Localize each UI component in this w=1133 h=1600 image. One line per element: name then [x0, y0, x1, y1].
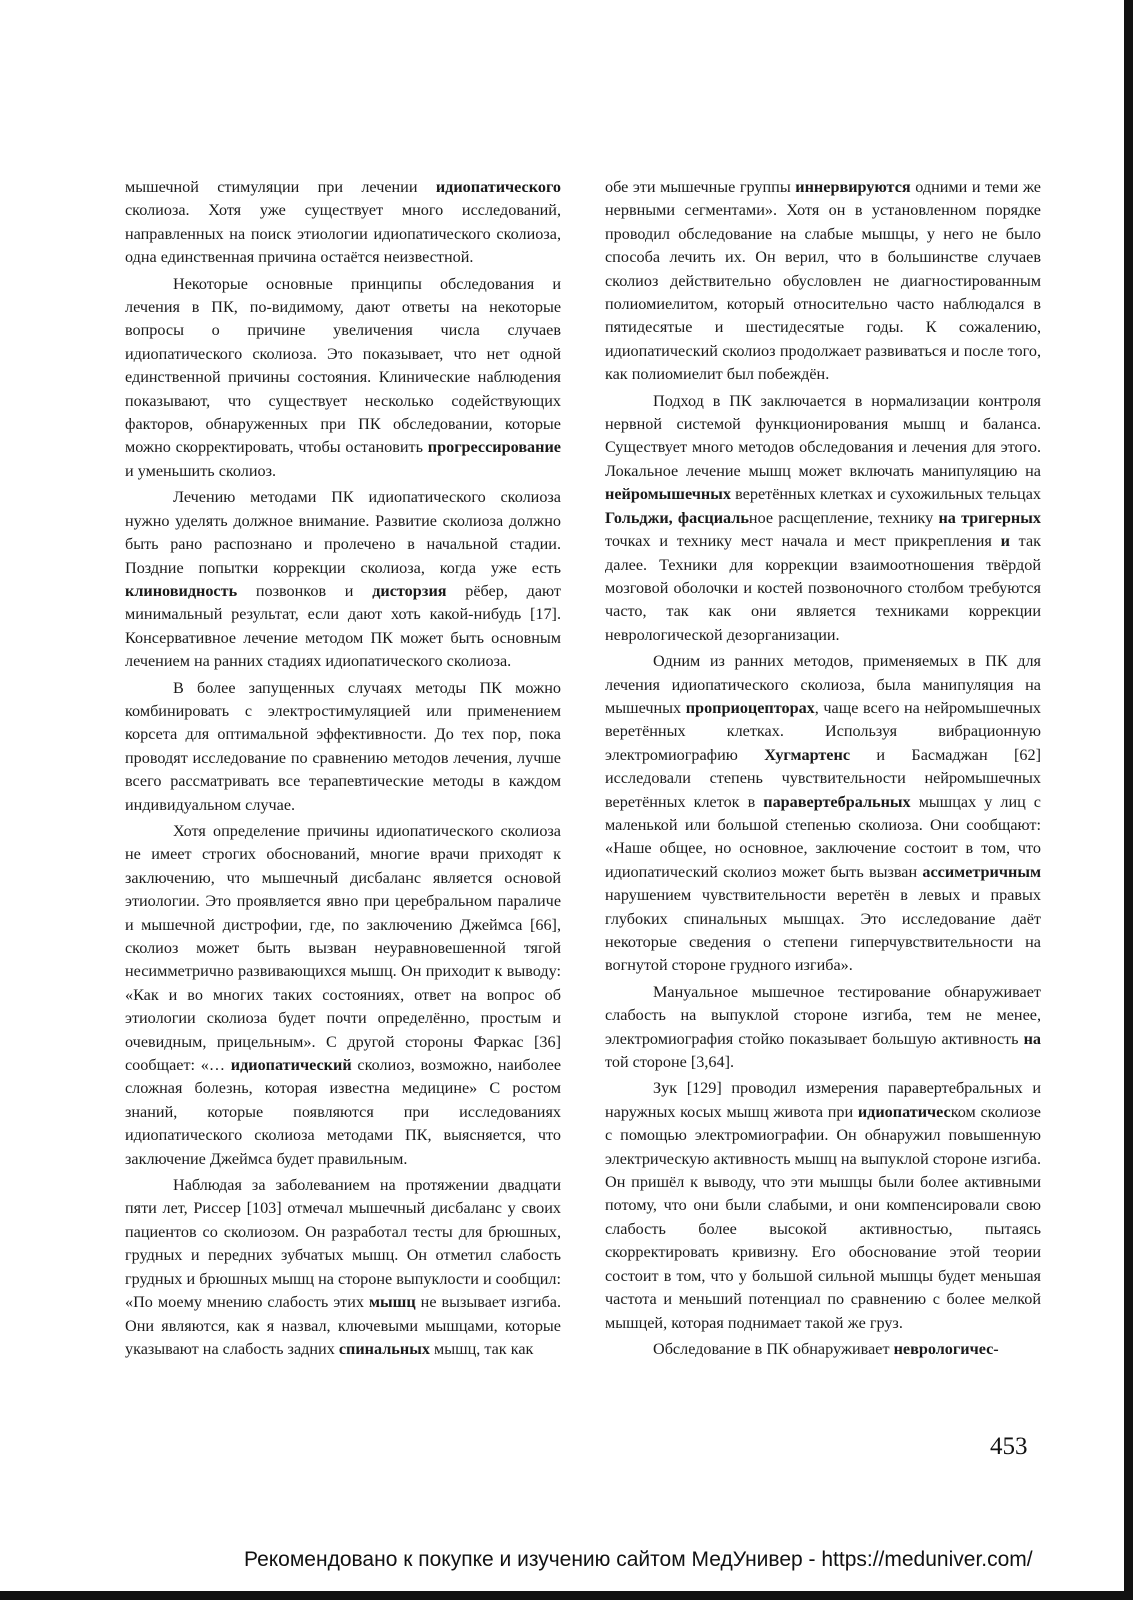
bold-term: на тригерных	[938, 508, 1041, 527]
page-number: 453	[990, 1433, 1028, 1460]
bold-term: Гольджи, фасциаль	[605, 508, 749, 527]
bold-term: на	[1023, 1029, 1041, 1048]
bold-term: идиопатического	[435, 178, 561, 196]
bold-term: клиновидность	[125, 581, 238, 600]
bold-term: дисторзия	[372, 581, 447, 600]
bold-term: нейромышечных	[605, 485, 731, 504]
paragraph: Обследование в ПК обнаруживает неврологичес-	[653, 1339, 999, 1358]
paragraph: обе эти мышечные группы иннервируются одними и теми же нервными сегментами». Хотя он в установленном порядке проводил обследование на слабые мышцы, у него не было способа лечить их. Он верил, что в большинстве случаев сколиоз действительно обусловлен не диагностированным полиомиелитом, который относительно часто наблюдался в пятидесятые и шестидесятые годы. К сожалению, идиопатический сколиоз продолжает развиваться и после того, как полиомиелит был побеждён.	[605, 178, 1041, 384]
bold-term: неврологичес-	[893, 1339, 999, 1358]
bold-term: паравертебральных	[763, 792, 911, 811]
paragraph: Одним из ранних методов, применяемых в ПК для лечения идиопатического сколиоза, была манипуляция на мышечных проприоцепторах, чаще всего на нейромышечных веретённых клетках. Используя вибрационную электромиографию Хугмартенс и Басмаджан [62] исследовали степень чувствительности нейромышечных веретённых клеток в паравертебральных мышцах у лиц с маленькой или большой степенью сколиоза. Они сообщают: «Наше общее, но основное, заключение состоит в том, что идиопатический сколиоз может быть вызван ассиметричным нарушением чувствительности веретён в левых и правых глубоких спинальных мышцах. Это исследование даёт некоторые сведения о степени гиперчувствительности на вогнутой стороне грудного изгиба».	[605, 652, 1041, 975]
bold-term: идиопатический	[230, 1056, 352, 1075]
bold-term: Хугмартенс	[764, 745, 851, 764]
scan-edge-right	[1124, 0, 1133, 1600]
bold-term: спинальных	[338, 1339, 430, 1358]
text-column-left	[125, 176, 561, 1364]
text-column-right	[605, 176, 1041, 1364]
bold-term: ассиметричным	[922, 862, 1041, 881]
paragraph: Зук [129] проводил измерения паравертебральных и наружных косых мышц живота при идиопатическом сколиозе с помощью электромиографии. Он обнаружил повышенную электрическую активность мышц на выпуклой стороне изгиба. Он пришёл к выводу, что эти мышцы были более активными потому, что они были слабыми, и они компенсировали свою слабость более высокой активностью, пытаясь скорректировать кривизну. Его обоснование этой теории состоит в том, что у большой сильной мышцы будет меньшая частота и меньший потенциал по сравнению с более мелкой мышцей, которая поднимает такой же груз.	[605, 1079, 1041, 1332]
paragraph: В более запущенных случаях методы ПК можно комбинировать с электростимуляцией или применением корсета для оптимальной эффективности. До тех пор, пока проводят исследование по сравнению методов лечения, лучше всего рассматривать все терапевтические методы в каждом индивидуальном случае.	[125, 678, 561, 814]
paragraph: мышечной стимуляции при лечении идиопатического сколиоза. Хотя уже существует много исследований, направленных на поиск этиологии идиопатического сколиоза, одна единственная причина остаётся неизвестной.	[125, 178, 561, 267]
paragraph: Наблюдая за заболеванием на протяжении двадцати пяти лет, Риссер [103] отмечал мышечный дисбаланс у своих пациентов со сколиозом. Он разработал тесты для брюшных, грудных и передних зубчатых мышц. Он отметил слабость грудных и брюшных мышц на стороне выпуклости и сообщил: «По моему мнению слабость этих мышц не вызывает изгиба. Они являются, как я назвал, ключевыми мышцами, которые указывают на слабость задних спинальных мышц, так как	[125, 1176, 562, 1358]
bold-term: проприоцепторах	[685, 698, 815, 717]
paragraph: Лечению методами ПК идиопатического сколиоза нужно уделять должное внимание. Развитие сколиоза должно быть рано распознано и пролечено в начальной стадии. Поздние попытки коррекции сколиоза, когда уже есть клиновидность позвонков и дисторзия рёбер, дают минимальный результат, если дают хоть какой-нибудь [17]. Консервативное лечение методом ПК может быть основным лечением на ранних стадиях идиопатического сколиоза.	[125, 488, 561, 671]
paragraph: Хотя определение причины идиопатического сколиоза не имеет строгих обоснований, многие врачи приходят к заключению, что мышечный дисбаланс является основой этиологии. Это проявляется явно при церебральном параличе и мышечной дистрофии, где, по заключению Джеймса [66], сколиоз может быть вызван неуравновешенной тягой несимметрично развивающихся мышц. Он приходит к выводу: «Как и во многих таких состояниях, ответ на вопрос об этиологии сколиоза будет почти определённо, простым и очевидным, прицельным». С другой стороны Фаркас [36] сообщает: «… идиопатический сколиоз, возможно, наиболее сложная болезнь, которая известна медицине» С ростом знаний, которые появляются при исследованиях идиопатического сколиоза методами ПК, выясняется, что заключение Джеймса будет правильным.	[125, 821, 562, 1168]
paragraph: Подход в ПК заключается в нормализации контроля нервной системой функционирования мышц и баланса. Существует много методов обследования и лечения для этого. Локальное лечение мышц может включать манипуляцию на нейромышечных веретённых клетках и сухожильных тельцах Гольджи, фасциальное расщепление, технику на тригерных точках и технику мест начала и мест прикрепления и так далее. Техники для коррекции взаимоотношения твёрдой мозговой оболочки и костей позвоночного столбом требуются часто, так как они является техниками коррекции неврологической дезорганизации.	[605, 391, 1041, 644]
footer-recommendation: Рекомендовано к покупке и изучению сайтом МедУнивер - https://meduniver.com/	[244, 1548, 1033, 1571]
bold-term: иннервируются	[795, 178, 911, 196]
bold-term: мышц	[369, 1293, 416, 1312]
bold-term: и	[1000, 532, 1010, 551]
paragraph: Некоторые основные принципы обследования и лечения в ПК, по-видимому, дают ответы на некоторые вопросы о причине увеличения числа случаев идиопатического сколиоза. Это показывает, что нет одной единственной причины состояния. Клинические наблюдения показывают, что существует несколько содействующих факторов, обнаруженных при ПК обследовании, которые можно скорректировать, чтобы остановить прогрессирование и уменьшить сколиоз.	[125, 274, 561, 480]
scan-edge-bottom	[0, 1591, 1133, 1600]
bold-term: прогрессирование	[427, 438, 561, 457]
paragraph: Мануальное мышечное тестирование обнаруживает слабость на выпуклой стороне изгиба, тем не менее, электромиография стойко показывает большую активность на той стороне [3,64].	[605, 982, 1041, 1072]
bold-term: идиопатичес	[857, 1102, 951, 1121]
